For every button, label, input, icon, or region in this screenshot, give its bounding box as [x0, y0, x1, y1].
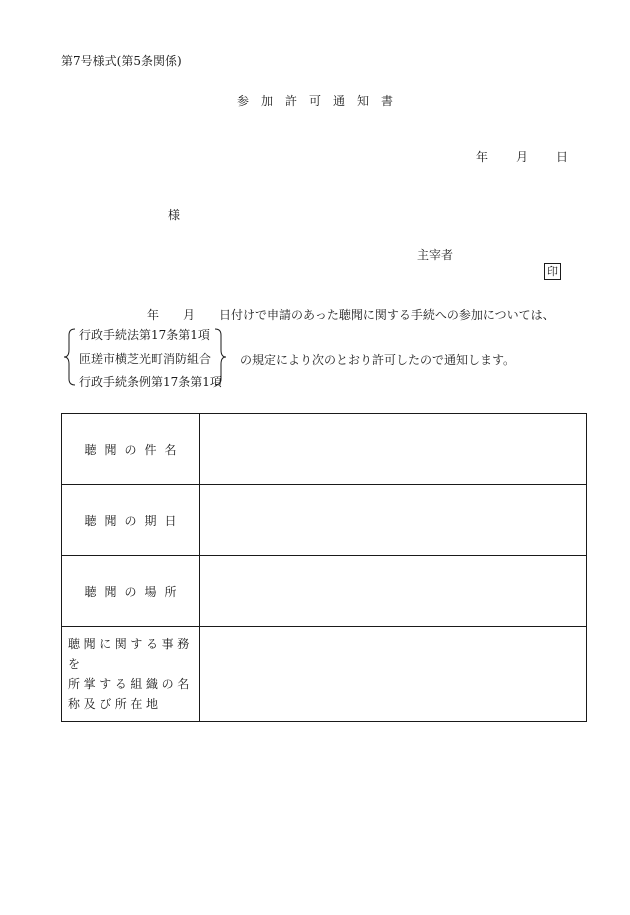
hearing-place-label: 聴聞の場所: [62, 556, 200, 627]
table-row: [62, 485, 587, 556]
legal-option-2: 匝瑳市横芝光町消防組合: [79, 352, 212, 366]
date-day-label: 日: [556, 150, 569, 164]
recipient-suffix: 様: [168, 208, 181, 222]
date-line: [476, 148, 568, 165]
hearing-office-label-line-3: 称及び所在地: [68, 697, 162, 711]
table-row: [62, 556, 587, 627]
hearing-office-label: [62, 627, 200, 722]
legal-option-1: 行政手続法第17条第1項: [79, 328, 210, 342]
hearing-subject-value: [200, 414, 587, 485]
form-number: 第7号様式(第5条関係): [61, 54, 182, 68]
hearing-date-label: 聴聞の期日: [62, 485, 200, 556]
hearing-info-table: [61, 413, 587, 722]
hearing-office-label-line-2: 所掌する組織の名: [68, 677, 193, 691]
hearing-date-value: [200, 485, 587, 556]
table-row: [62, 414, 587, 485]
seal-mark: 印: [544, 263, 561, 280]
body-line-1: 年 月 日付けで申請のあった聴聞に関する手続への参加については、: [147, 308, 555, 322]
hearing-office-value: [200, 627, 587, 722]
hearing-subject-label: 聴聞の件名: [62, 414, 200, 485]
hearing-office-label-line-1: 聴聞に関する事務を: [68, 637, 193, 671]
table-row: [62, 627, 587, 722]
document-title: 参加許可通知書: [236, 94, 405, 108]
hearing-place-value: [200, 556, 587, 627]
legal-basis-options: [63, 326, 233, 388]
date-month-label: 月: [516, 150, 529, 164]
organizer-label: 主宰者: [417, 248, 454, 262]
legal-option-3: 行政手続条例第17条第1項: [79, 375, 222, 389]
date-year-label: 年: [476, 150, 489, 164]
body-line-2: の規定により次のとおり許可したので通知します。: [240, 353, 516, 367]
